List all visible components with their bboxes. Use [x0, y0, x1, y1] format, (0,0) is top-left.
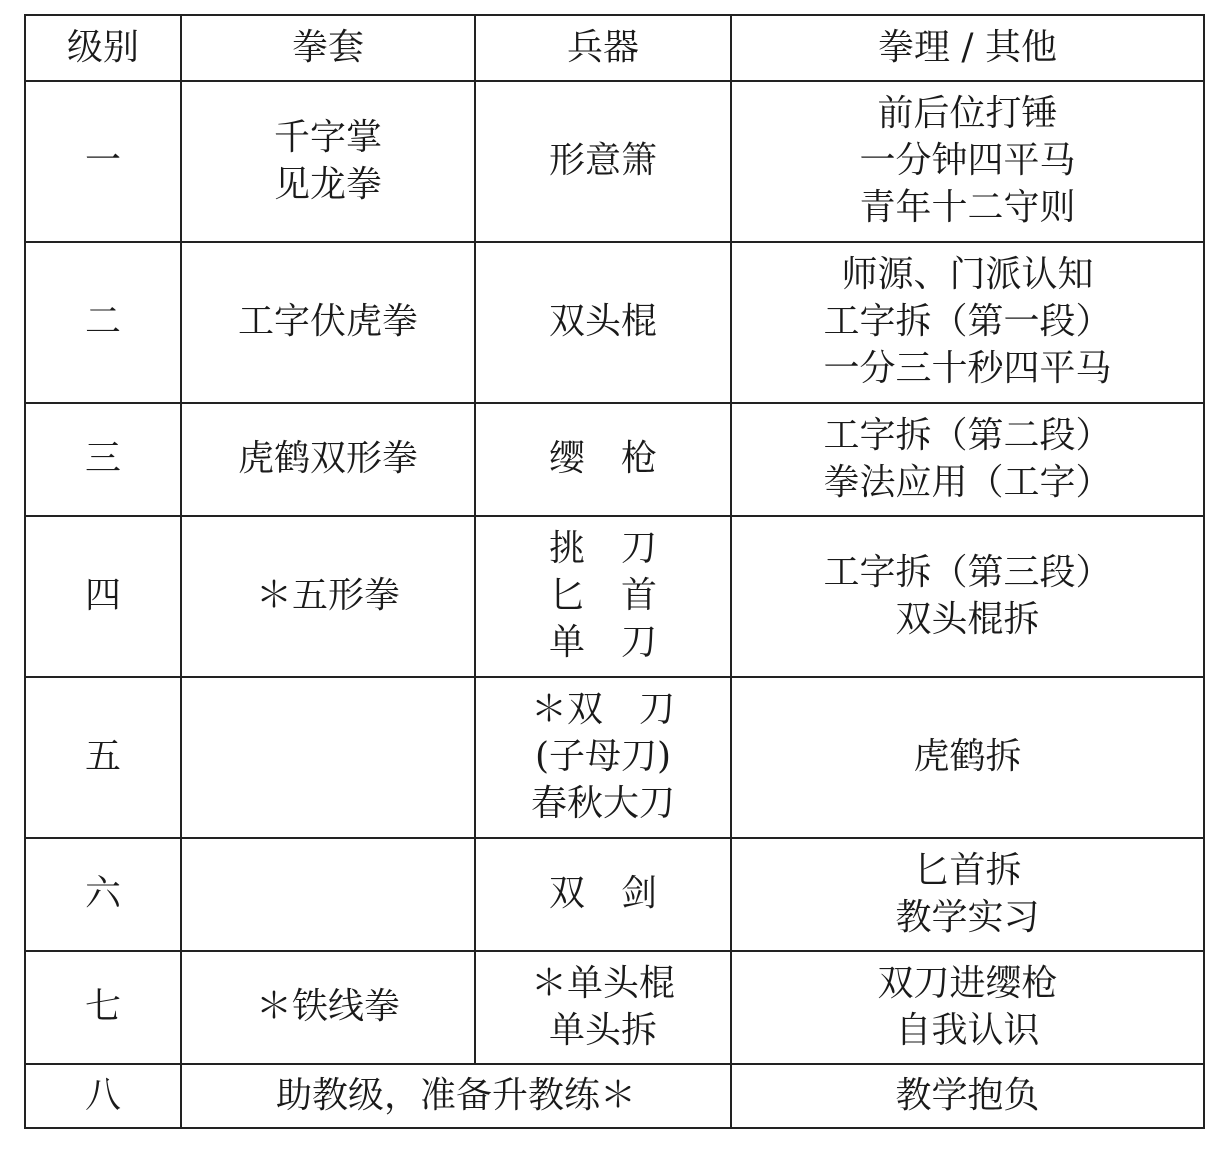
grade-table — [24, 14, 1205, 1129]
weapons-cell — [475, 838, 731, 951]
theory-cell — [731, 81, 1204, 242]
weapon-item: ＊双 刀 — [530, 689, 675, 731]
weapons-cell — [475, 677, 731, 838]
table-body — [25, 81, 1204, 1128]
form-item: 虎鹤双形拳 — [237, 438, 418, 480]
forms-cell — [181, 677, 475, 838]
theory-item: 师源、门派认知 — [841, 254, 1094, 296]
form-item: 见龙拳 — [273, 163, 382, 205]
table-row — [25, 242, 1204, 403]
weapon-item: 春秋大刀 — [530, 782, 675, 824]
weapon-item: 匕 首 — [548, 575, 657, 617]
weapon-item: (子母刀) — [534, 736, 672, 778]
level-cell: 二 — [25, 242, 181, 403]
forms-cell — [181, 403, 475, 516]
weapon-item: 单 刀 — [548, 621, 657, 663]
level-cell: 五 — [25, 677, 181, 838]
forms-cell — [181, 516, 475, 677]
header-row — [25, 15, 1204, 81]
level-cell: 八 — [25, 1064, 181, 1128]
forms-cell — [181, 242, 475, 403]
theory-item: 一分钟四平马 — [859, 140, 1076, 182]
weapon-item: 缨 枪 — [548, 438, 657, 480]
theory-item: 教学实习 — [895, 896, 1040, 938]
weapons-cell — [475, 81, 731, 242]
header-level: 级别 — [25, 15, 181, 81]
level-cell: 四 — [25, 516, 181, 677]
level-cell: 七 — [25, 951, 181, 1064]
form-item: ＊五形拳 — [255, 575, 400, 617]
merged-cell: 助教级，准备升教练＊ — [181, 1064, 731, 1128]
weapon-item: 双头棍 — [548, 301, 657, 343]
theory-item: 双刀进缨枪 — [877, 962, 1058, 1004]
theory-item: 青年十二守则 — [859, 186, 1076, 228]
theory-item: 自我认识 — [895, 1009, 1040, 1051]
weapon-item: 挑 刀 — [548, 528, 657, 570]
theory-item: 拳法应用（工字） — [823, 461, 1112, 503]
weapons-cell — [475, 951, 731, 1064]
theory-item: 工字拆（第三段） — [823, 551, 1112, 593]
forms-cell — [181, 951, 475, 1064]
form-item: 千字掌 — [273, 116, 382, 158]
weapon-item: 形意箫 — [548, 140, 657, 182]
header-weapons: 兵器 — [475, 15, 731, 81]
theory-item: 虎鹤拆 — [913, 736, 1022, 778]
header-theory: 拳理 / 其他 — [731, 15, 1204, 81]
table-row — [25, 81, 1204, 242]
theory-cell — [731, 677, 1204, 838]
theory-cell — [731, 1064, 1204, 1128]
level-cell: 六 — [25, 838, 181, 951]
table-row — [25, 516, 1204, 677]
theory-item: 前后位打锤 — [877, 93, 1058, 135]
theory-cell — [731, 242, 1204, 403]
weapons-cell — [475, 242, 731, 403]
theory-cell — [731, 838, 1204, 951]
level-cell: 三 — [25, 403, 181, 516]
header-forms: 拳套 — [181, 15, 475, 81]
table-row — [25, 951, 1204, 1064]
weapon-item: 双 剑 — [548, 873, 657, 915]
table-row — [25, 838, 1204, 951]
theory-cell — [731, 951, 1204, 1064]
weapon-item: 单头拆 — [548, 1009, 657, 1051]
level-cell: 一 — [25, 81, 181, 242]
forms-cell — [181, 838, 475, 951]
theory-cell — [731, 516, 1204, 677]
theory-cell — [731, 403, 1204, 516]
theory-item: 匕首拆 — [913, 849, 1022, 891]
table-row — [25, 403, 1204, 516]
theory-item: 工字拆（第二段） — [823, 414, 1112, 456]
table-row — [25, 677, 1204, 838]
forms-cell — [181, 81, 475, 242]
theory-item: 双头棍拆 — [895, 598, 1040, 640]
weapon-item: ＊单头棍 — [530, 962, 675, 1004]
theory-item: 工字拆（第一段） — [823, 301, 1112, 343]
form-item: ＊铁线拳 — [255, 986, 400, 1028]
form-item: 工字伏虎拳 — [237, 301, 418, 343]
weapons-cell — [475, 516, 731, 677]
theory-item: 一分三十秒四平马 — [823, 347, 1112, 389]
weapons-cell — [475, 403, 731, 516]
table-row — [25, 1064, 1204, 1128]
table-header — [25, 15, 1204, 81]
theory-item: 教学抱负 — [895, 1074, 1040, 1116]
